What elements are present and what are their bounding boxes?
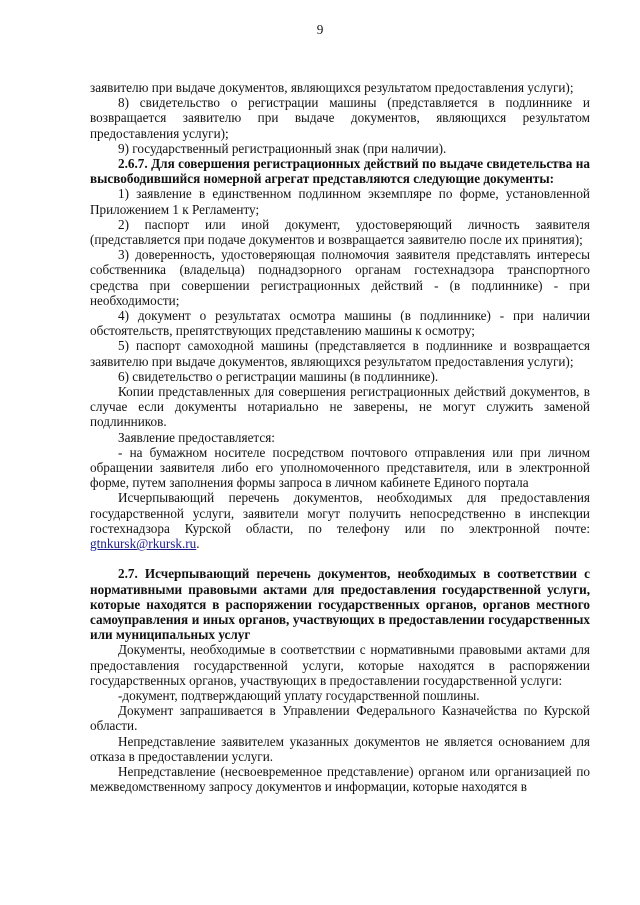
email-link[interactable]: gtnkursk@rkursk.ru	[90, 536, 197, 552]
paragraph: 3) доверенность, удостоверяющая полномочия заявителя представлять интересы собственника (владельца) поднадзорного органам гостехнадзора транспортного средства при совершении регистрационных действий - (в подлиннике) - при необходимости;	[90, 247, 590, 308]
paragraph	[90, 490, 590, 551]
email-tail: .	[196, 536, 200, 552]
paragraph: - на бумажном носителе посредством почтового отправления или при личном обращении заявителя либо его уполномоченного представителя, или в электронной форме, путем заполнения формы запроса в личном кабинете Единого портала	[90, 444, 590, 491]
paragraph: Документ запрашивается в Управлении Федерального Казначейства по Курской области.	[90, 703, 590, 734]
document-body	[90, 80, 590, 794]
paragraph: Непредставление заявителем указанных документов не является основанием для отказа в предоставлении услуги.	[90, 733, 590, 764]
paragraph: 9) государственный регистрационный знак (при наличии).	[118, 140, 447, 156]
spacer	[90, 551, 590, 566]
paragraph: 6) свидетельство о регистрации машины (в подлиннике).	[118, 368, 439, 384]
page-number: 9	[316, 22, 324, 37]
paragraph: 5) паспорт самоходной машины (представляется в подлиннике и возвращается заявителю при выдаче документов, являющихся результатом предоставления услуги);	[90, 338, 590, 369]
paragraph: Копии представленных для совершения регистрационных действий документов, в случае если документы нотариально не заверены, не могут служить заменой подлинников.	[90, 384, 590, 430]
paragraph: 8) свидетельство о регистрации машины (представляется в подлиннике и возвращается заявителю при выдаче документов, являющихся результатом предоставления услуги);	[90, 95, 590, 141]
paragraph: 1) заявление в единственном подлинном экземпляре по форме, установленной Приложением 1 к Регламенту;	[90, 186, 590, 217]
paragraph: 4) документ о результатах осмотра машины (в подлиннике) - при наличии обстоятельств, препятствующих представлению машины к осмотру;	[90, 308, 590, 339]
paragraph: Документы, необходимые в соответствии с нормативными правовыми актами для предоставления государственной услуги, которые находятся в распоряжении государственных органов, участвующих в предоставлении государственной услуги:	[90, 642, 590, 688]
section-heading: 2.6.7. Для совершения регистрационных действий по выдаче свидетельства на высвободившийся номерной агрегат представляются следующие документы:	[90, 156, 590, 187]
paragraph: Заявление предоставляется:	[118, 429, 275, 445]
section-heading: 2.7. Исчерпывающий перечень документов, необходимых в соответствии с нормативными правовыми актами для предоставления государственной услуги, которые находятся в распоряжении государственных органов, органов местного самоуправления и иных органов, участвующих в предоставлении государственных или муниципальных услуг	[90, 566, 590, 643]
paragraph: 2) паспорт или иной документ, удостоверяющий личность заявителя (представляется при подаче документов и возвращается заявителю после их принятия);	[90, 216, 590, 248]
paragraph: -документ, подтверждающий уплату государственной пошлины.	[118, 687, 480, 703]
paragraph: заявителю при выдаче документов, являющихся результатом предоставления услуги);	[90, 80, 574, 95]
paragraph: Непредставление (несвоевременное представление) органом или организацией по межведомственному запросу документов и информации, которые находятся в	[90, 763, 590, 795]
paragraph-text: Исчерпывающий перечень документов, необходимых для предоставления государственной услуги, заявители могут получить непосредственно в инспекции гостехнадзора Курской области, по телефону или по электронной почте:	[90, 490, 590, 536]
